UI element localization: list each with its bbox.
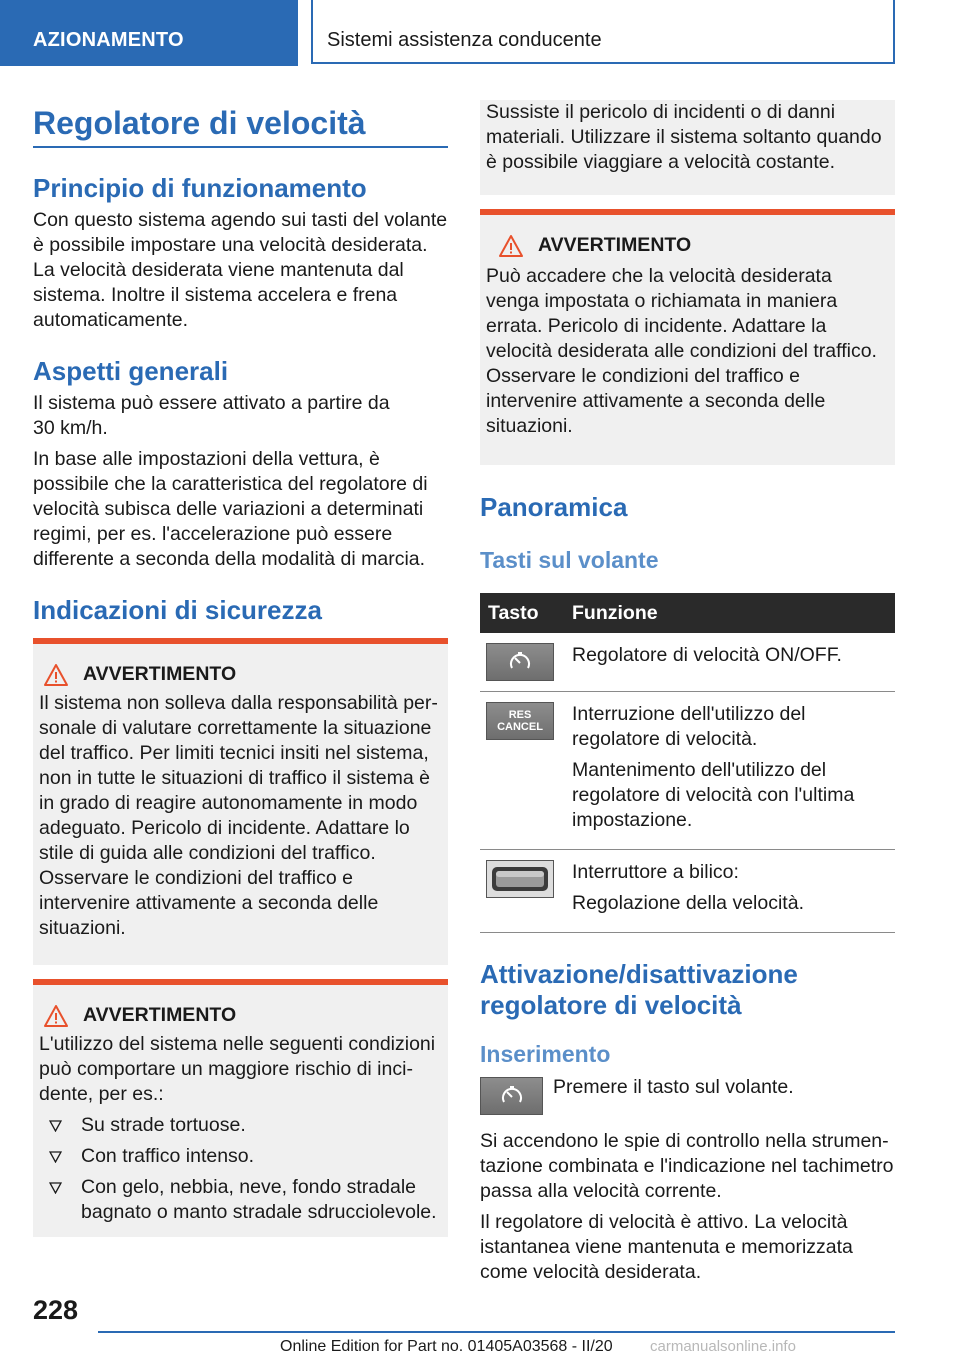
aspetti-paragraph-2: In base alle impostazioni della vettura, è possibile che la caratteristica del regolatore di velocità subisca delle variazioni a determinati regimi, per es. l'accelerazione può essere differente a seconda della modalità di marcia. bbox=[33, 448, 428, 570]
aspetti-heading: Aspetti generali bbox=[33, 356, 229, 386]
principio-heading: Principio di funzionamento bbox=[33, 173, 367, 203]
principio-text: Con questo sistema agendo sui tasti del volante è possibile impostare una velocità desiderata. La velocità desiderata viene mantenuta dal sistema. Inoltre il sistema accelera e frena automaticamente. bbox=[33, 209, 448, 331]
function-text: Interruzione dell'utilizzo del regolatore di velocità. bbox=[572, 703, 806, 750]
inserimento-paragraph-1: Si accendono le spie di controllo nella strumentazione combinata e l'indicazione nel tachimetro passa alla velocità corrente. bbox=[480, 1130, 894, 1202]
warning-header bbox=[43, 1003, 442, 1028]
table-row bbox=[480, 633, 895, 692]
warning-text: Il sistema non solleva dalla responsabilità personale di valutare correttamente la situazione del traffico. Per limiti tecnici insiti nel sistema, non in tutte le situazioni di traffico il sistema è in grado di reagire autonomamente in modo adeguato. Pericolo di incidente. Adattare lo stile di guida alle condizioni del traffico. Osservare le condizioni del traffico e intervenire attivamente a seconda delle situazioni. bbox=[39, 692, 438, 939]
warning-label: AVVERTIMENTO bbox=[83, 663, 237, 685]
function-text: Regolatore di velocità ON/OFF. bbox=[572, 644, 842, 666]
footer-rule bbox=[98, 1331, 895, 1333]
left-column bbox=[33, 104, 448, 1237]
warning-continued-text: Sussiste il pericolo di incidenti o di danni materiali. Utilizzare il sistema soltanto quando è possibile viaggiare a velocità costante. bbox=[486, 101, 882, 173]
sicurezza-heading: Indicazioni di sicurezza bbox=[33, 595, 322, 625]
list-item: Con gelo, nebbia, neve, fondo stradale bagnato o manto stradale sdrucciolevole. bbox=[39, 1175, 442, 1225]
warning-text: Può accadere che la velocità desiderata venga impostata o richiamata in maniera errata. Pericolo di incidente. Adattare la velocità desiderata alle condizioni del traffico. Osservare le condizioni del traffico e intervenire attivamente a seconda delle situazioni. bbox=[486, 265, 877, 437]
inserimento-instruction-text: Premere il tasto sul volante. bbox=[553, 1076, 794, 1098]
table-row bbox=[480, 850, 895, 933]
warning-label: AVVERTIMENTO bbox=[538, 234, 692, 256]
warning-triangle-icon bbox=[498, 234, 524, 258]
attivazione-heading: Attivazione/disattivazione regolatore di velocità bbox=[480, 959, 798, 1020]
list-item: Con traffico intenso. bbox=[39, 1144, 442, 1169]
warning-header bbox=[498, 233, 889, 258]
warning-triangle-icon bbox=[43, 663, 69, 687]
column-header-key: Tasto bbox=[480, 593, 564, 633]
aspetti-paragraph-1: Il sistema può essere attivato a partire da 30 km/h. bbox=[33, 392, 390, 439]
inserimento-instruction bbox=[480, 1077, 895, 1115]
function-text: Regolazione della velocità. bbox=[572, 892, 804, 914]
tasti-heading: Tasti sul volante bbox=[480, 547, 659, 573]
title-rule bbox=[33, 146, 448, 148]
edition-note: Online Edition for Part no. 01405A03568 - II/20 bbox=[280, 1338, 613, 1355]
chapter-tab: Sistemi assistenza conducente bbox=[311, 0, 895, 64]
warning-box-1 bbox=[33, 638, 448, 965]
watermark: carmanualsonline.info bbox=[650, 1338, 796, 1355]
warning-header bbox=[43, 662, 442, 687]
triangle-bullet-icon bbox=[49, 1182, 62, 1194]
warning-box-2 bbox=[33, 979, 448, 1237]
page-header bbox=[0, 0, 960, 68]
table-row bbox=[480, 692, 895, 850]
page-title: Regolatore di velocità bbox=[33, 105, 366, 141]
warning-text: L'utilizzo del sistema nelle seguenti condizioni può comportare un maggiore rischio di incidente, per es.: bbox=[39, 1033, 436, 1105]
res-cancel-icon: RES CANCEL bbox=[486, 702, 554, 740]
inserimento-paragraph-2: Il regolatore di velocità è attivo. La velocità istantanea viene mantenuta e memorizzata come velocità desiderata. bbox=[480, 1211, 853, 1283]
function-text: Mantenimento dell'utilizzo del regolatore di velocità con l'ultima impostazione. bbox=[572, 759, 855, 831]
section-tab: AZIONAMENTO bbox=[0, 0, 298, 66]
inserimento-heading: Inserimento bbox=[480, 1041, 611, 1067]
cruise-control-icon bbox=[486, 643, 554, 681]
list-item: Su strade tortuose. bbox=[39, 1113, 442, 1138]
rocker-switch-icon bbox=[486, 860, 554, 898]
function-text: Interruttore a bilico: bbox=[572, 861, 739, 883]
page-number: 228 bbox=[33, 1295, 79, 1325]
keys-table bbox=[480, 593, 895, 933]
warning-triangle-icon bbox=[43, 1004, 69, 1028]
right-column bbox=[480, 100, 895, 1291]
warning-box-continued bbox=[480, 100, 895, 195]
triangle-bullet-icon bbox=[49, 1120, 62, 1132]
cruise-control-icon bbox=[480, 1077, 543, 1115]
warning-box-3 bbox=[480, 209, 895, 465]
warning-label: AVVERTIMENTO bbox=[83, 1004, 237, 1026]
panoramica-heading: Panoramica bbox=[480, 492, 628, 522]
column-header-function: Funzione bbox=[564, 593, 895, 633]
triangle-bullet-icon bbox=[49, 1151, 62, 1163]
conditions-list bbox=[39, 1113, 442, 1225]
